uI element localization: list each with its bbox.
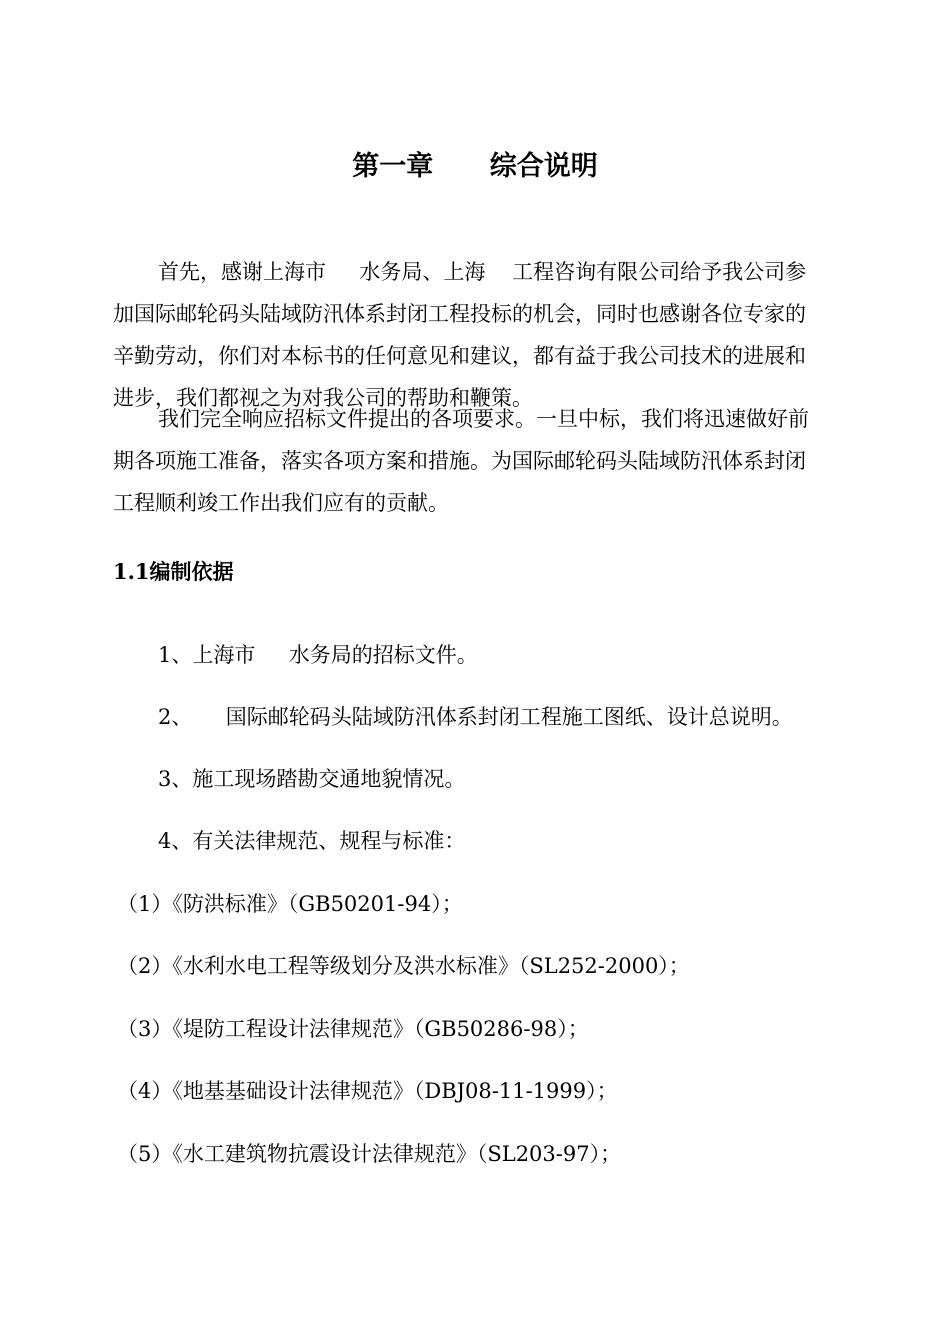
standard-item: （2）《水利水电工程等级划分及洪水标准》（SL252-2000）； xyxy=(117,954,690,978)
paragraph-line: 加国际邮轮码头陆域防汛体系封闭工程投标的机会，同时也感谢各位专家的 xyxy=(113,302,806,326)
standard-item: （5）《水工建筑物抗震设计法律规范》（SL203-97）； xyxy=(117,1142,622,1166)
paragraph-line: 进步，我们都视之为对我公司的帮助和鞭策。 xyxy=(113,386,533,410)
chapter-title: 第一章 综合说明 xyxy=(352,151,598,182)
basis-item: 1、上海市 水务局的招标文件。 xyxy=(158,643,478,667)
paragraph-line: 辛勤劳动，你们对本标书的任何意见和建议，都有益于我公司技术的进展和 xyxy=(113,344,806,368)
basis-item: 4、有关法律规范、规程与标准： xyxy=(158,829,466,853)
intro-paragraph xyxy=(113,251,858,419)
standard-item: （1）《防洪标准》（GB50201-94）； xyxy=(117,892,463,916)
paragraph-line: 期各项施工准备，落实各项方案和措施。为国际邮轮码头陆域防汛体系封闭 xyxy=(113,449,806,473)
standard-item: （4）《地基基础设计法律规范》（DBJ08-11-1999）； xyxy=(117,1079,618,1103)
paragraph-line: 我们完全响应招标文件提出的各项要求。一旦中标，我们将迅速做好前 xyxy=(158,407,809,431)
response-paragraph xyxy=(113,398,858,524)
basis-item: 3、施工现场踏勘交通地貌情况。 xyxy=(158,767,466,791)
basis-item: 2、 国际邮轮码头陆域防汛体系封闭工程施工图纸、设计总说明。 xyxy=(158,705,793,729)
section-heading: 1.1编制依据 xyxy=(113,559,234,584)
paragraph-line: 工程顺利竣工作出我们应有的贡献。 xyxy=(113,491,449,515)
paragraph-line: 首先，感谢上海市 水务局、上海 工程咨询有限公司给予我公司参 xyxy=(158,260,807,284)
standard-item: （3）《堤防工程设计法律规范》（GB50286-98）； xyxy=(117,1017,589,1041)
